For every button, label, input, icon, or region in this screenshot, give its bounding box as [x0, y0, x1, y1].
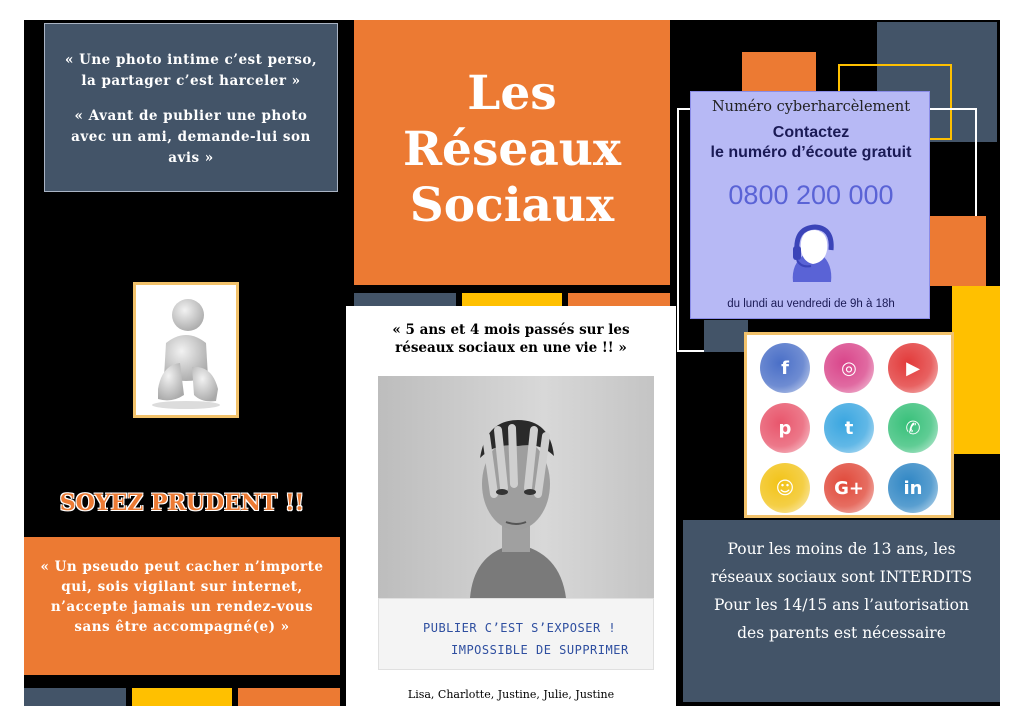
youtube-icon: ▶ — [888, 343, 938, 393]
twitter-icon: t — [824, 403, 874, 453]
age-info-line-3: Pour les 14/15 ans l’autorisation — [714, 596, 969, 614]
strip-block — [24, 688, 126, 706]
deco-yellow-right — [952, 286, 1000, 454]
title-line-1: Les — [467, 66, 557, 121]
deco-orange-right — [922, 216, 986, 286]
banner-line-1: PUBLIER C’EST S’EXPOSER ! — [423, 621, 617, 635]
man-photo — [378, 376, 654, 598]
title-line-2: Réseaux — [403, 122, 621, 177]
title-line-3: Sociaux — [409, 178, 615, 233]
strip-block — [354, 293, 456, 307]
social-icons-grid — [753, 343, 945, 513]
strip-block — [132, 688, 232, 706]
googleplus-icon: G+ — [824, 463, 874, 513]
bottom-left-quote-box — [24, 537, 340, 675]
deco-orange-square — [742, 52, 816, 96]
snapchat-icon: ☺ — [760, 463, 810, 513]
age-info-line-1: Pour les moins de 13 ans, les — [727, 540, 956, 558]
strip-block — [238, 688, 340, 706]
man-hands-face-icon — [378, 376, 654, 598]
helpline-box — [690, 91, 930, 319]
helpline-heading-1: Contactez — [772, 124, 850, 141]
age-info-box — [683, 520, 1000, 702]
warning-heading: SOYEZ PRUDENT !! — [59, 490, 305, 516]
quote-pseudo: « Un pseudo peut cacher n’importe qui, sois vigilant sur internet, n’accepte jamais un rendez-vous sans être accompagné(e) » — [40, 559, 324, 635]
whatsapp-icon: ✆ — [888, 403, 938, 453]
center-card-quote: « 5 ans et 4 mois passés sur les réseaux sociaux en une vie !! » — [392, 322, 630, 356]
banner-line-2: IMPOSSIBLE DE SUPPRIMER — [451, 643, 629, 657]
strip-block — [568, 293, 670, 307]
headset-person-icon — [783, 224, 839, 284]
quote-ask-friend: « Avant de publier une photo avec un ami, demande-lui son avis » — [71, 108, 311, 166]
age-info-line-2: réseaux sociaux sont INTERDITS — [710, 568, 973, 586]
instagram-icon: ◎ — [824, 343, 874, 393]
expose-banner — [378, 598, 654, 670]
quote-intimate-photo: « Une photo intime c’est perso, la partager c’est harceler » — [64, 52, 318, 89]
age-info-line-4: des parents est nécessaire — [737, 624, 946, 642]
deco-slate-small — [704, 320, 748, 352]
helpline-number: 0800 200 000 — [728, 180, 894, 210]
facebook-icon: f — [760, 343, 810, 393]
credits: Lisa, Charlotte, Justine, Julie, Justine — [407, 688, 615, 701]
title-block — [354, 20, 670, 285]
poster — [24, 20, 1000, 706]
strip-block — [462, 293, 562, 307]
top-left-quote-box — [44, 23, 338, 192]
helpline-heading-2: le numéro d’écoute gratuit — [710, 144, 912, 161]
center-card — [346, 306, 676, 706]
social-icons-panel — [744, 332, 954, 518]
pinterest-icon: p — [760, 403, 810, 453]
helpline-hours: du lundi au vendredi de 9h à 18h — [727, 298, 895, 310]
linkedin-icon: in — [888, 463, 938, 513]
helpline-label: Numéro cyberharcèlement — [711, 99, 911, 115]
sitting-figure-icon — [136, 285, 236, 415]
sad-figure-image — [133, 282, 239, 418]
